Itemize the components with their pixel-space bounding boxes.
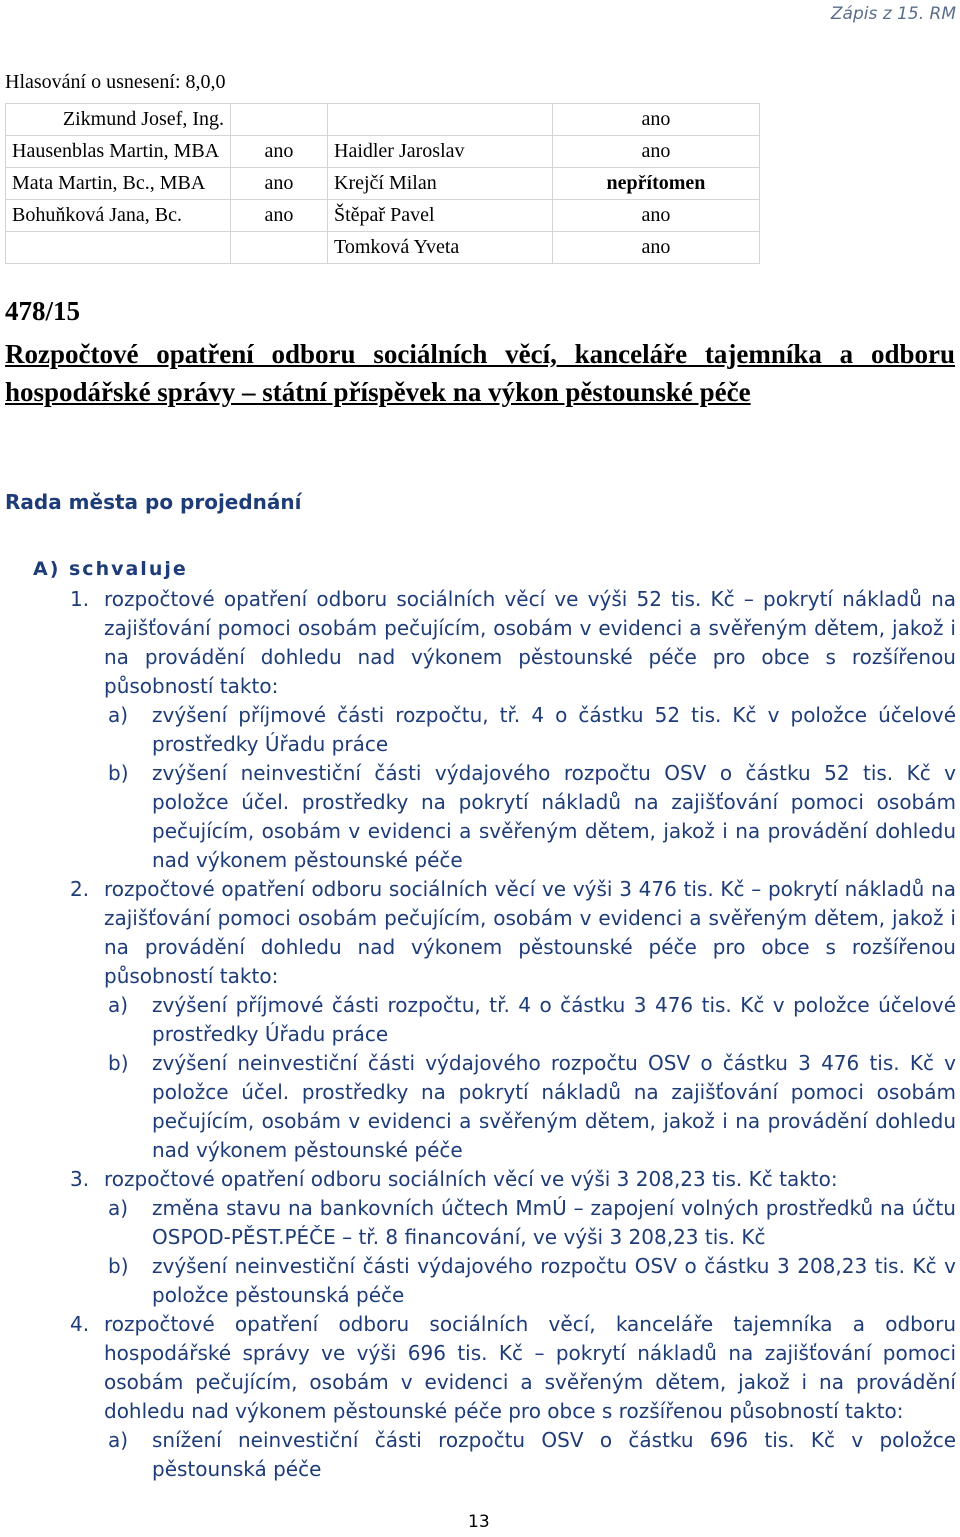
item-number: 2. bbox=[70, 877, 90, 901]
page-header: Zápis z 15. RM bbox=[830, 4, 956, 24]
voter-name: Tomková Yveta bbox=[328, 232, 553, 264]
resolution-number: 478/15 bbox=[5, 296, 81, 326]
sub-text: snížení neinvestiční části rozpočtu OSV o částku 696 tis. Kč v položce pěstounská péče bbox=[152, 1428, 956, 1481]
sub-item bbox=[108, 1194, 956, 1252]
list-item bbox=[70, 1165, 956, 1310]
sub-list bbox=[70, 701, 956, 875]
sub-text: zvýšení neinvestiční části výdajového rozpočtu OSV o částku 52 tis. Kč v položce účel. prostředky na pokrytí nákladů na zajišťování pomoci osobám pečujícím, osobám v evidenci a svěřeným dětem, jakož i na provádění dohledu nad výkonem pěstounské péče bbox=[152, 761, 956, 872]
item-number: 1. bbox=[70, 587, 90, 611]
sub-list bbox=[70, 1194, 956, 1310]
vote-value: ano bbox=[231, 168, 328, 200]
voter-name: Haidler Jaroslav bbox=[328, 136, 553, 168]
sub-letter: b) bbox=[108, 761, 129, 785]
sub-list bbox=[70, 991, 956, 1165]
approve-heading: A) schvaluje bbox=[33, 558, 188, 580]
table-row bbox=[6, 232, 760, 264]
sub-text: zvýšení příjmové části rozpočtu, tř. 4 o částku 3 476 tis. Kč v položce účelové prostředky Úřadu práce bbox=[152, 993, 956, 1046]
vote-table bbox=[5, 103, 760, 264]
sub-list bbox=[70, 1426, 956, 1484]
vote-value: ano bbox=[231, 136, 328, 168]
vote-value: ano bbox=[553, 104, 760, 136]
item-text: rozpočtové opatření odboru sociálních věcí ve výši 3 476 tis. Kč – pokrytí nákladů na zajišťování pomoci osobám pečujícím, osobám v evidenci a svěřeným dětem, jakož i na provádění dohledu nad výkonem pěstounské péče pro obce s rozšířenou působností takto: bbox=[104, 877, 956, 988]
table-row bbox=[6, 136, 760, 168]
sub-letter: a) bbox=[108, 1428, 129, 1452]
item-text: rozpočtové opatření odboru sociálních věcí ve výši 52 tis. Kč – pokrytí nákladů na zajišťování pomoci osobám pečujícím, osobám v evidenci a svěřeným dětem, jakož i na provádění dohledu nad výkonem pěstounské péče pro obce s rozšířenou působností takto: bbox=[104, 587, 956, 698]
vote-value bbox=[231, 232, 328, 264]
sub-text: změna stavu na bankovních účtech MmÚ – zapojení volných prostředků na účtu OSPOD-PĚST.PÉČE – tř. 8 financování, ve výši 3 208,23 tis. Kč bbox=[152, 1196, 956, 1249]
sub-item bbox=[108, 1252, 956, 1310]
sub-text: zvýšení neinvestiční části výdajového rozpočtu OSV o částku 3 208,23 tis. Kč v položce pěstounská péče bbox=[152, 1254, 956, 1307]
sub-item bbox=[108, 1426, 956, 1484]
list-item bbox=[70, 1310, 956, 1484]
sub-item bbox=[108, 1049, 956, 1165]
sub-letter: b) bbox=[108, 1254, 129, 1278]
list-item bbox=[70, 585, 956, 875]
vote-value: ano bbox=[553, 232, 760, 264]
vote-value: ano bbox=[231, 200, 328, 232]
voter-name: Mata Martin, Bc., MBA bbox=[6, 168, 231, 200]
page-number: 13 bbox=[468, 1512, 490, 1532]
vote-title: Hlasování o usnesení: 8,0,0 bbox=[5, 71, 226, 93]
table-row bbox=[6, 168, 760, 200]
list-item bbox=[70, 875, 956, 1165]
voter-name: Bohuňková Jana, Bc. bbox=[6, 200, 231, 232]
voter-name bbox=[6, 232, 231, 264]
vote-value: ano bbox=[553, 200, 760, 232]
sub-text: zvýšení příjmové části rozpočtu, tř. 4 o částku 52 tis. Kč v položce účelové prostředky Úřadu práce bbox=[152, 703, 956, 756]
item-text: rozpočtové opatření odboru sociálních věcí ve výši 3 208,23 tis. Kč takto: bbox=[104, 1167, 838, 1191]
council-intro: Rada města po projednání bbox=[5, 490, 302, 514]
voter-name: Štěpař Pavel bbox=[328, 200, 553, 232]
sub-item bbox=[108, 991, 956, 1049]
voter-name: Krejčí Milan bbox=[328, 168, 553, 200]
voter-name: Zikmund Josef, Ing. bbox=[6, 104, 231, 136]
resolution-items bbox=[70, 585, 956, 1484]
vote-value: ano bbox=[553, 136, 760, 168]
item-text: rozpočtové opatření odboru sociálních věcí, kanceláře tajemníka a odboru hospodářské správy ve výši 696 tis. Kč – pokrytí nákladů na zajišťování pomoci osobám pečujícím, osobám v evidenci a svěřeným dětem, jakož i na provádění dohledu nad výkonem pěstounské péče pro obce s rozšířenou působností takto: bbox=[104, 1312, 956, 1423]
sub-letter: b) bbox=[108, 1051, 129, 1075]
table-row bbox=[6, 104, 760, 136]
sub-item bbox=[108, 759, 956, 875]
resolution-title: Rozpočtové opatření odboru sociálních věcí, kanceláře tajemníka a odboru hospodářské správy – státní příspěvek na výkon pěstounské péče bbox=[5, 339, 955, 407]
sub-letter: a) bbox=[108, 703, 129, 727]
table-row bbox=[6, 200, 760, 232]
voter-name: Hausenblas Martin, MBA bbox=[6, 136, 231, 168]
item-number: 3. bbox=[70, 1167, 90, 1191]
voter-name bbox=[328, 104, 553, 136]
item-number: 4. bbox=[70, 1312, 90, 1336]
sub-letter: a) bbox=[108, 993, 129, 1017]
vote-value bbox=[231, 104, 328, 136]
vote-value: nepřítomen bbox=[553, 168, 760, 200]
sub-letter: a) bbox=[108, 1196, 129, 1220]
sub-text: zvýšení neinvestiční části výdajového rozpočtu OSV o částku 3 476 tis. Kč v položce účel. prostředky na pokrytí nákladů na zajišťování pomoci osobám pečujícím, osobám v evidenci a svěřeným dětem, jakož i na provádění dohledu nad výkonem pěstounské péče bbox=[152, 1051, 956, 1162]
sub-item bbox=[108, 701, 956, 759]
